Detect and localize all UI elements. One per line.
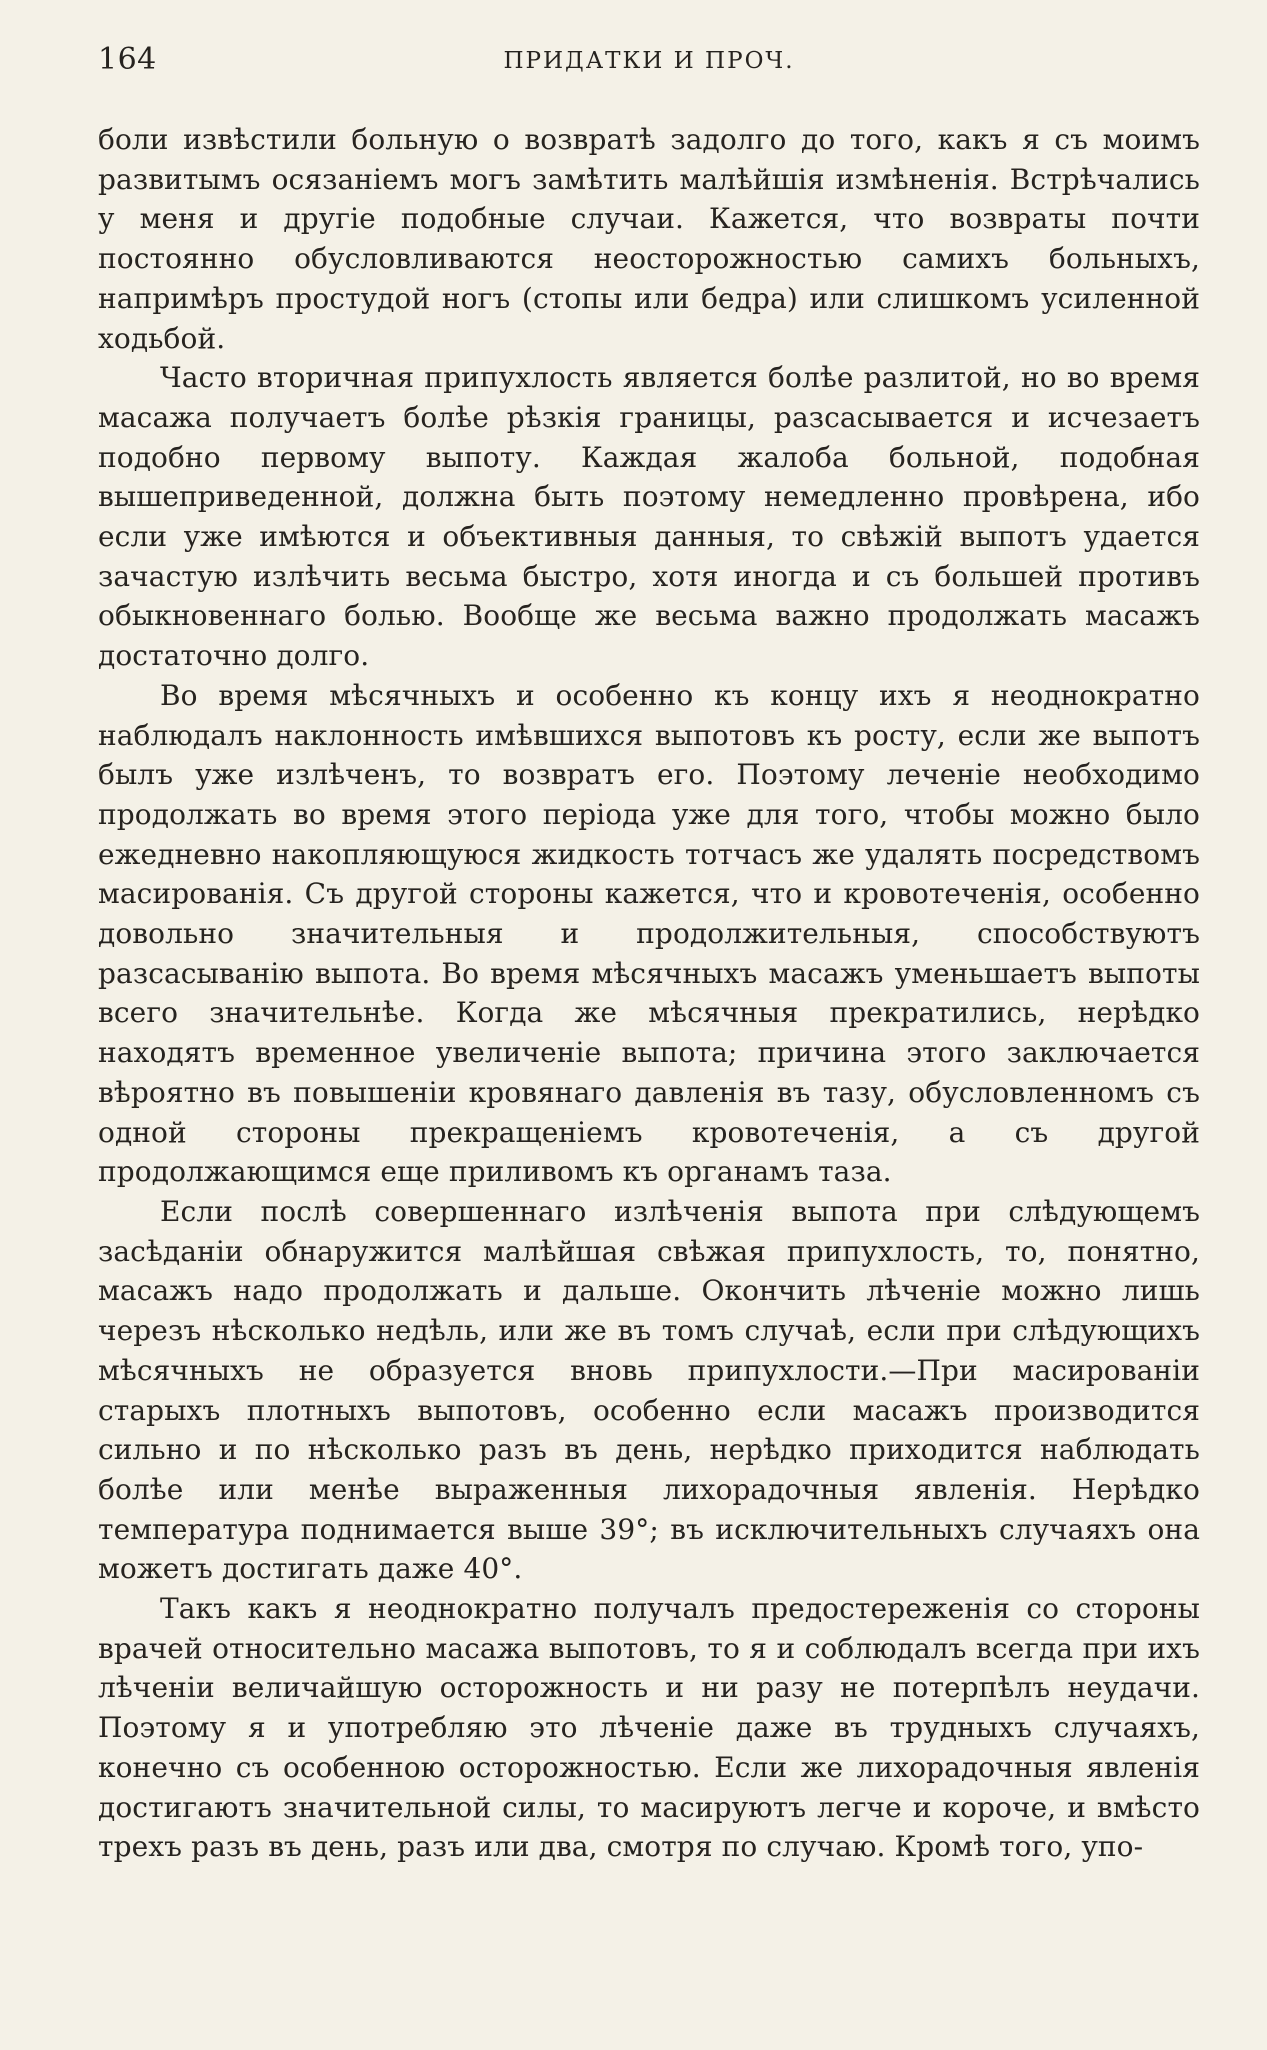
page-number: 164 [98,42,157,77]
paragraph: Такъ какъ я неоднократно получалъ предостереженія со стороны врачей относительно масажа выпотовъ, то я и соблюдалъ всегда при ихъ лѣченіи величайшую осторожность и ни разу не потерпѣлъ неудачи. Поэтому я и употребляю это лѣченіе даже въ трудныхъ случаяхъ, конечно съ особенною осторожностью. Если же лихорадочныя явленія достигаютъ значительной силы, то масируютъ легче и короче, и вмѣсто трехъ разъ въ день, разъ или два, смотря по случаю. Кромѣ того, упо- [98,1592,1200,1864]
body-text [98,120,1200,1867]
paragraph: Часто вторичная припухлость является болѣе разлитой, но во время масажа получаетъ болѣе рѣзкія границы, разсасывается и исчезаетъ подобно первому выпоту. Каждая жалоба больной, подобная вышеприведенной, должна быть поэтому немедленно провѣрена, ибо если уже имѣются и объективныя данныя, то свѣжій выпотъ удается зачастую излѣчить весьма быстро, хотя иногда и съ большей противъ обыкновеннаго болью. Вообще же весьма важно продолжать масажъ достаточно долго. [98,361,1200,673]
paragraph: боли извѣстили больную о возвратѣ задолго до того, какъ я съ моимъ развитымъ осязаніемъ могъ замѣтить малѣйшія измѣненія. Встрѣчались у меня и другіе подобные случаи. Кажется, что возвраты почти постоянно обусловливаются неосторожностью самихъ больныхъ, напримѣръ простудой ногъ (стопы или бедра) или слишкомъ усиленной ходьбой. [98,123,1200,355]
book-page [98,42,1200,2032]
page-header [98,42,1200,92]
running-title: ПРИДАТКИ И ПРОЧ. [503,48,795,74]
paragraph: Если послѣ совершеннаго излѣченія выпота при слѣдующемъ засѣданіи обнаружится малѣйшая свѣжая припухлость, то, понятно, масажъ надо продолжать и дальше. Окончить лѣченіе можно лишь черезъ нѣсколько недѣль, или же въ томъ случаѣ, если при слѣдующихъ мѣсячныхъ не образуется вновь припухлости.—При масированіи старыхъ плотныхъ выпотовъ, особенно если масажъ производится сильно и по нѣсколько разъ въ день, нерѣдко приходится наблюдать болѣе или менѣе выраженныя лихорадочныя явленія. Нерѣдко температура поднимается выше 39°; въ исключительныхъ случаяхъ она можетъ достигать даже 40°. [98,1194,1200,1586]
paragraph: Во время мѣсячныхъ и особенно къ концу ихъ я неоднократно наблюдалъ наклонность имѣвшихся выпотовъ къ росту, если же выпотъ былъ уже излѣченъ, то возвратъ его. Поэтому леченіе необходимо продолжать во время этого періода уже для того, чтобы можно было ежедневно накопляющуюся жидкость тотчасъ же удалять посредствомъ масированія. Съ другой стороны кажется, что и кровотеченія, особенно довольно значительныя и продолжительныя, способствуютъ разсасыванію выпота. Во время мѣсячныхъ масажъ уменьшаетъ выпоты всего значительнѣе. Когда же мѣсячныя прекратились, нерѣдко находятъ временное увеличеніе выпота; причина этого заключается вѣроятно въ повышеніи кровянаго давленія въ тазу, обусловленномъ съ одной стороны прекращеніемъ кровотеченія, а съ другой продолжающимся еще приливомъ къ органамъ таза. [98,678,1200,1189]
